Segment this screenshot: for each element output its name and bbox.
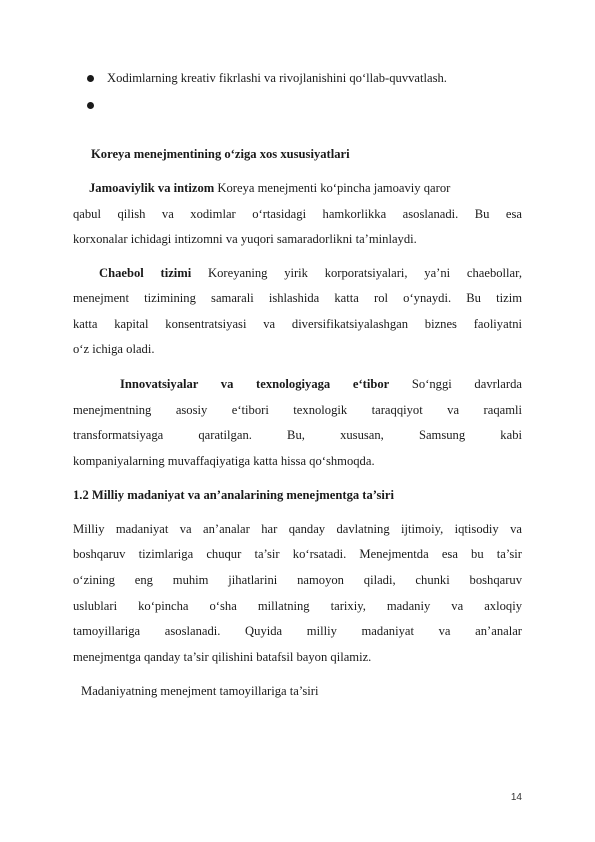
term-jamoaviylik: Jamoaviylik va intizom [89, 181, 215, 195]
paragraph-innovatsiya-line-1: Innovatsiyalar va texnologiyaga e‘tibor So‘nggi davrlarda [120, 377, 522, 391]
paragraph-chaebol-line-3: katta kapital konsentratsiyasi va diversifikatsiyalashgan biznes faoliyatni [73, 317, 522, 331]
paragraph-chaebol-line-4: o‘z ichiga oladi. [73, 342, 155, 356]
closing-line: Madaniyatning menejment tamoyillariga ta’siri [81, 684, 319, 698]
page-number: 14 [510, 792, 522, 803]
paragraph-chaebol-line-1: Chaebol tizimi Koreyaning yirik korporatsiyalari, ya’ni chaebollar, [99, 266, 522, 280]
paragraph-milliy-line-5: tamoyillariga asoslanadi. Quyida milliy madaniyat va an’analar [73, 624, 522, 638]
term-innovatsiya: Innovatsiyalar va texnologiyaga e‘tibor [120, 377, 390, 391]
paragraph-jamoaviylik-line-1: Jamoaviylik va intizom Koreya menejmenti ko‘pincha jamoaviy qaror [89, 181, 451, 195]
paragraph-innovatsiya-line-3: transformatsiyaga qaratilgan. Bu, xususan, Samsung kabi [73, 428, 522, 442]
bullet-dot-2 [87, 102, 94, 109]
paragraph-innovatsiya-line-4: kompaniyalarning muvaffaqiyatiga katta hissa qo‘shmoqda. [73, 454, 375, 468]
paragraph-milliy-line-2: boshqaruv tizimlariga chuqur ta’sir ko‘rsatadi. Menejmentda esa bu ta’sir [73, 547, 522, 561]
paragraph-milliy-line-4: uslublari ko‘pincha o‘sha millatning tarixiy, madaniy va axloqiy [73, 599, 522, 613]
paragraph-milliy-line-3: o‘zining eng muhim jihatlarini namoyon qiladi, chunki boshqaruv [73, 573, 522, 587]
term-chaebol: Chaebol tizimi [99, 266, 192, 280]
subsection-heading: 1.2 Milliy madaniyat va an’analarining menejmentga ta’siri [73, 488, 395, 502]
section-heading: Koreya menejmentining o‘ziga xos xususiyatlari [91, 147, 350, 161]
paragraph-innovatsiya-line-2: menejmentning asosiy e‘tibori texnologik taraqqiyot va raqamli [73, 403, 522, 417]
paragraph-milliy-line-1: Milliy madaniyat va an’analar har qanday davlatning ijtimoiy, iqtisodiy va [73, 522, 522, 536]
paragraph-jamoaviylik-line-3: korxonalar ichidagi intizomni va yuqori samaradorlikni ta’minlaydi. [73, 232, 417, 246]
bullet-dot-1 [87, 75, 94, 82]
bullet-item-1: Xodimlarning kreativ fikrlashi va rivojlanishini qo‘llab-quvvatlash. [107, 71, 447, 85]
paragraph-chaebol-line-2: menejment tizimining samarali ishlashida katta rol o‘ynaydi. Bu tizim [73, 291, 522, 305]
paragraph-jamoaviylik-line-2: qabul qilish va xodimlar o‘rtasidagi hamkorlikka asoslanadi. Bu esa [73, 207, 522, 221]
paragraph-milliy-line-6: menejmentga qanday ta’sir qilishini batafsil bayon qilamiz. [73, 650, 372, 664]
